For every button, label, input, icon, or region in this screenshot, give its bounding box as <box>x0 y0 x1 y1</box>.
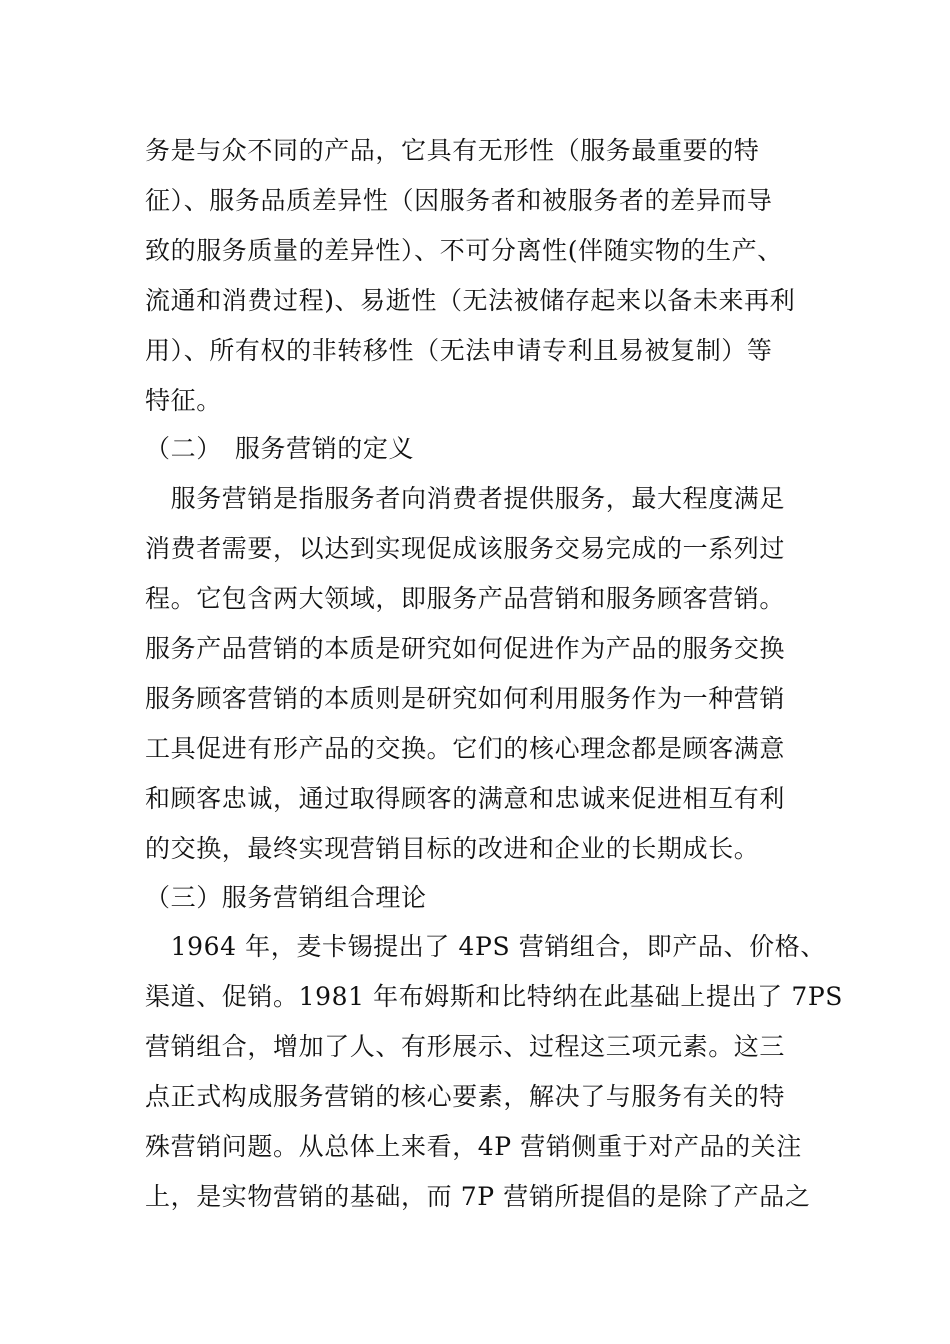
paragraph-line: 和顾客忠诚，通过取得顾客的满意和忠诚来促进相互有利 <box>145 784 786 813</box>
paragraph-line: 营销组合，增加了人、有形展示、过程这三项元素。这三 <box>145 1032 786 1061</box>
paragraph-line: 务是与众不同的产品，它具有无形性（服务最重要的特 <box>145 136 760 165</box>
paragraph-line: 1964 年，麦卡锡提出了 4PS 营销组合，即产品、价格、 <box>145 932 826 961</box>
paragraph-line: 工具促进有形产品的交换。它们的核心理念都是顾客满意 <box>145 734 786 763</box>
paragraph-line: 渠道、促销。1981 年布姆斯和比特纳在此基础上提出了 7PS <box>145 982 843 1011</box>
section-heading: （二） 服务营销的定义 <box>145 434 415 463</box>
paragraph-line: 致的服务质量的差异性）、不可分离性(伴随实物的生产、 <box>145 236 783 265</box>
section-heading: （三）服务营销组合理论 <box>145 883 427 912</box>
paragraph-line: 服务产品营销的本质是研究如何促进作为产品的服务交换 <box>145 634 786 663</box>
paragraph-line: 征）、服务品质差异性（因服务者和被服务者的差异而导 <box>145 186 773 215</box>
paragraph-line: 用）、所有权的非转移性（无法申请专利且易被复制）等 <box>145 336 773 365</box>
paragraph-line: 流通和消费过程)、易逝性（无法被储存起来以备未来再利 <box>145 286 796 315</box>
paragraph-line: 点正式构成服务营销的核心要素，解决了与服务有关的特 <box>145 1082 786 1111</box>
paragraph-line: 特征。 <box>145 386 222 415</box>
paragraph-line: 服务顾客营销的本质则是研究如何利用服务作为一种营销 <box>145 684 786 713</box>
paragraph-line: 上，是实物营销的基础，而 7P 营销所提倡的是除了产品之 <box>145 1182 811 1211</box>
paragraph-line: 殊营销问题。从总体上来看，4P 营销侧重于对产品的关注 <box>145 1132 802 1161</box>
paragraph-line: 服务营销是指服务者向消费者提供服务，最大程度满足 <box>145 484 786 513</box>
paragraph-line: 程。它包含两大领域，即服务产品营销和服务顾客营销。 <box>145 584 786 613</box>
paragraph-line: 消费者需要，以达到实现促成该服务交易完成的一系列过 <box>145 534 786 563</box>
paragraph-line: 的交换，最终实现营销目标的改进和企业的长期成长。 <box>145 834 760 863</box>
